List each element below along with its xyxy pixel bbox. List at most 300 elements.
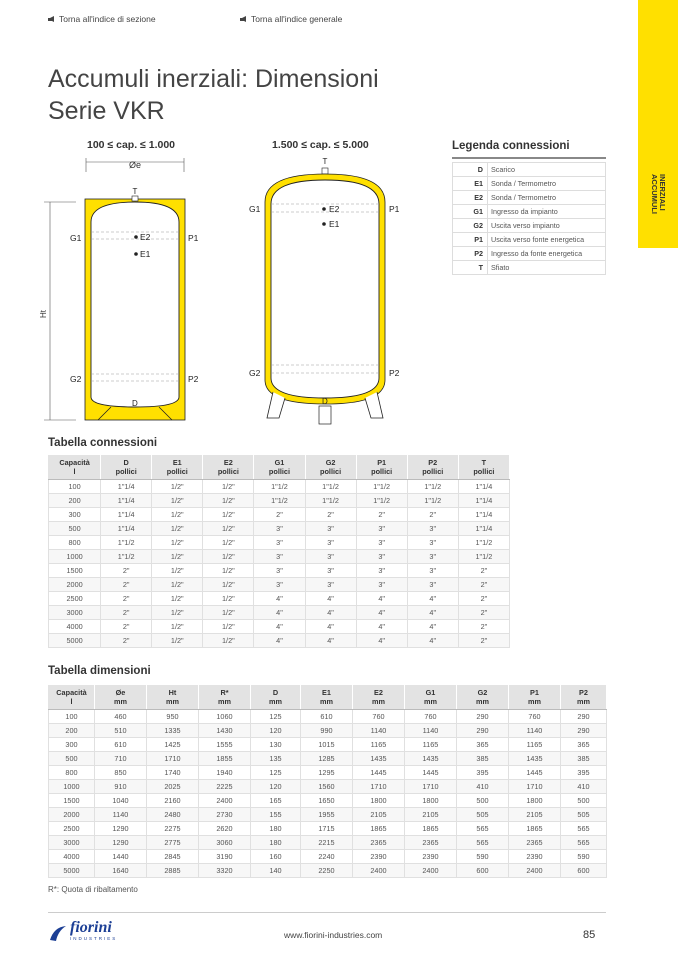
legend-code: P2 — [453, 247, 488, 261]
svg-text:P1: P1 — [389, 204, 400, 214]
table-cell: 4000 — [49, 620, 101, 634]
table-cell: 3" — [407, 578, 458, 592]
table-cell: 1425 — [147, 738, 199, 752]
table-cell: 1/2" — [203, 578, 254, 592]
table-cell: 100 — [49, 480, 101, 494]
table-cell: 500 — [457, 794, 509, 808]
footnote: R*: Quota di ribaltamento — [48, 885, 138, 894]
general-index-link[interactable] — [240, 14, 342, 24]
legend-row — [453, 247, 606, 261]
column-header — [199, 685, 251, 710]
column-header-line: mm — [577, 697, 590, 706]
table-cell: 2225 — [199, 780, 251, 794]
connections-title: Tabella connessioni — [48, 437, 158, 449]
column-header-line: Ht — [168, 688, 177, 697]
table-cell: 4" — [407, 620, 458, 634]
table-cell: 4" — [305, 634, 356, 648]
table-cell: 590 — [561, 850, 607, 864]
svg-text:P2: P2 — [188, 374, 199, 384]
diameter-label: Øe — [128, 160, 142, 170]
svg-text:D: D — [132, 399, 138, 408]
svg-text:E2: E2 — [329, 204, 340, 214]
table-cell: 2160 — [147, 794, 199, 808]
table-cell: 5000 — [49, 634, 101, 648]
column-header — [305, 455, 356, 480]
table-cell: 565 — [457, 822, 509, 836]
legend-code: G1 — [453, 205, 488, 219]
table-cell: 1165 — [405, 738, 457, 752]
table-row — [49, 536, 510, 550]
table-cell: 710 — [95, 752, 147, 766]
table-row — [49, 592, 510, 606]
column-header-line: mm — [269, 697, 282, 706]
table-cell: 1710 — [147, 752, 199, 766]
table-cell: 120 — [251, 780, 301, 794]
table-row — [49, 606, 510, 620]
table-cell: 385 — [457, 752, 509, 766]
table-row — [49, 724, 607, 738]
table-cell: 500 — [561, 794, 607, 808]
svg-text:P2: P2 — [389, 368, 400, 378]
table-cell: 290 — [561, 724, 607, 738]
table-cell: 2025 — [147, 780, 199, 794]
svg-text:D: D — [322, 397, 328, 406]
table-cell: 1710 — [509, 780, 561, 794]
table-cell: 160 — [251, 850, 301, 864]
table-cell: 2105 — [405, 808, 457, 822]
column-header-line: mm — [476, 697, 489, 706]
table-cell: 1140 — [509, 724, 561, 738]
column-header-line: mm — [320, 697, 333, 706]
table-cell: 1445 — [509, 766, 561, 780]
column-header-line: mm — [528, 697, 541, 706]
table-row — [49, 620, 510, 634]
table-cell: 1285 — [301, 752, 353, 766]
table-cell: 1/2" — [203, 508, 254, 522]
column-header-line: pollici — [115, 467, 137, 476]
table-cell: 3" — [305, 536, 356, 550]
column-header-line: mm — [166, 697, 179, 706]
table-cell: 2" — [305, 508, 356, 522]
legend-code: E1 — [453, 177, 488, 191]
table-cell: 2400 — [405, 864, 457, 878]
table-cell: 100 — [49, 710, 95, 724]
table-cell: 200 — [49, 494, 101, 508]
legend-description: Sonda / Termometro — [488, 191, 606, 205]
table-cell: 2" — [458, 620, 509, 634]
table-cell: 760 — [405, 710, 457, 724]
table-cell: 3" — [254, 564, 305, 578]
column-header — [457, 685, 509, 710]
table-row — [49, 494, 510, 508]
column-header-line: D — [272, 688, 279, 697]
table-cell: 2390 — [353, 850, 405, 864]
table-cell: 3" — [407, 550, 458, 564]
column-header-line: pollici — [371, 467, 393, 476]
table-cell: 1295 — [301, 766, 353, 780]
legend-rule — [452, 157, 606, 159]
table-cell: 300 — [49, 738, 95, 752]
column-header-line: pollici — [473, 467, 495, 476]
column-header-line: pollici — [217, 467, 239, 476]
table-cell: 1000 — [49, 780, 95, 794]
svg-text:G1: G1 — [249, 204, 261, 214]
table-cell: 4" — [305, 620, 356, 634]
legend-description: Scarico — [488, 163, 606, 177]
column-header-line: Capacità — [56, 688, 87, 697]
table-cell: 565 — [561, 822, 607, 836]
table-cell: 4" — [305, 606, 356, 620]
table-cell: 2365 — [353, 836, 405, 850]
legend-description: Sonda / Termometro — [488, 177, 606, 191]
table-cell: 1"1/4 — [458, 480, 509, 494]
table-cell: 1435 — [353, 752, 405, 766]
table-cell: 1710 — [405, 780, 457, 794]
table-cell: 1800 — [405, 794, 457, 808]
table-cell: 2000 — [49, 808, 95, 822]
table-cell: 410 — [457, 780, 509, 794]
column-header-line: mm — [424, 697, 437, 706]
table-cell: 1"1/2 — [305, 494, 356, 508]
large-tank-drawing — [245, 152, 415, 432]
table-cell: 1"1/4 — [101, 480, 152, 494]
table-cell: 610 — [95, 738, 147, 752]
table-row — [49, 480, 510, 494]
legend-code: E2 — [453, 191, 488, 205]
table-cell: 1"1/2 — [101, 536, 152, 550]
table-cell: 1"1/4 — [101, 508, 152, 522]
table-cell: 1"1/4 — [101, 522, 152, 536]
table-cell: 1/2" — [152, 620, 203, 634]
column-header — [147, 685, 199, 710]
legend-description: Uscita verso fonte energetica — [488, 233, 606, 247]
table-cell: 950 — [147, 710, 199, 724]
column-header-line: G2 — [325, 458, 336, 467]
column-header — [458, 455, 509, 480]
legend-row — [453, 163, 606, 177]
legend-description: Uscita verso impianto — [488, 219, 606, 233]
column-header — [95, 685, 147, 710]
table-cell: 600 — [457, 864, 509, 878]
legend-row — [453, 191, 606, 205]
table-cell: 4000 — [49, 850, 95, 864]
table-cell: 1/2" — [152, 592, 203, 606]
table-cell: 2480 — [147, 808, 199, 822]
table-cell: 1140 — [95, 808, 147, 822]
table-cell: 760 — [353, 710, 405, 724]
table-cell: 135 — [251, 752, 301, 766]
table-cell: 125 — [251, 766, 301, 780]
table-cell: 125 — [251, 710, 301, 724]
table-cell: 3000 — [49, 836, 95, 850]
table-cell: 2400 — [353, 864, 405, 878]
table-cell: 2250 — [301, 864, 353, 878]
table-cell: 2365 — [405, 836, 457, 850]
table-row — [49, 780, 607, 794]
table-row — [49, 836, 607, 850]
table-cell: 200 — [49, 724, 95, 738]
column-header-line: E2 — [223, 458, 233, 467]
table-cell: 180 — [251, 822, 301, 836]
table-cell: 800 — [49, 536, 101, 550]
column-header-line: P2 — [579, 688, 588, 697]
column-header-line: D — [123, 458, 129, 467]
column-header — [251, 685, 301, 710]
table-cell: 2" — [458, 634, 509, 648]
table-row — [49, 522, 510, 536]
dimensions-title: Tabella dimensioni — [48, 665, 151, 677]
table-row — [49, 794, 607, 808]
table-cell: 590 — [457, 850, 509, 864]
table-cell: 1140 — [353, 724, 405, 738]
table-cell: 120 — [251, 724, 301, 738]
table-cell: 180 — [251, 836, 301, 850]
table-cell: 395 — [457, 766, 509, 780]
small-tank-caption: 100 ≤ cap. ≤ 1.000 — [87, 139, 175, 151]
legend-title: Legenda connessioni — [452, 140, 570, 152]
table-cell: 1/2" — [152, 508, 203, 522]
table-cell: 460 — [95, 710, 147, 724]
table-cell: 910 — [95, 780, 147, 794]
table-cell: 1"1/2 — [101, 550, 152, 564]
table-cell: 4" — [305, 592, 356, 606]
table-cell: 565 — [457, 836, 509, 850]
column-header — [152, 455, 203, 480]
section-index-link[interactable] — [48, 14, 156, 24]
table-cell: 1430 — [199, 724, 251, 738]
table-cell: 3" — [305, 550, 356, 564]
table-cell: 4" — [254, 634, 305, 648]
table-cell: 1435 — [509, 752, 561, 766]
table-cell: 1/2" — [203, 606, 254, 620]
svg-text:E2: E2 — [140, 232, 151, 242]
legend-row — [453, 219, 606, 233]
table-cell: 1/2" — [203, 564, 254, 578]
table-cell: 1/2" — [152, 522, 203, 536]
table-cell: 1435 — [405, 752, 457, 766]
table-cell: 3190 — [199, 850, 251, 864]
legend-description: Ingresso da fonte energetica — [488, 247, 606, 261]
table-cell: 3" — [254, 550, 305, 564]
table-cell: 4" — [254, 606, 305, 620]
logo-swoosh-icon — [48, 923, 68, 943]
table-cell: 3" — [356, 522, 407, 536]
table-cell: 4" — [356, 592, 407, 606]
table-cell: 990 — [301, 724, 353, 738]
table-cell: 1445 — [405, 766, 457, 780]
table-cell: 2775 — [147, 836, 199, 850]
table-cell: 1"1/2 — [407, 480, 458, 494]
column-header-line: G1 — [425, 688, 436, 697]
table-cell: 3" — [305, 564, 356, 578]
legend-row — [453, 205, 606, 219]
table-cell: 1800 — [353, 794, 405, 808]
tank-body — [91, 202, 179, 407]
table-row — [49, 864, 607, 878]
table-cell: 3" — [254, 522, 305, 536]
table-row — [49, 808, 607, 822]
table-row — [49, 822, 607, 836]
table-cell: 1335 — [147, 724, 199, 738]
column-header — [353, 685, 405, 710]
table-cell: 610 — [301, 710, 353, 724]
table-cell: 2" — [458, 592, 509, 606]
table-cell: 1"1/2 — [458, 536, 509, 550]
table-row — [49, 738, 607, 752]
table-cell: 2500 — [49, 822, 95, 836]
table-header-row — [49, 685, 607, 710]
table-cell: 4" — [356, 620, 407, 634]
table-cell: 2" — [407, 508, 458, 522]
logo-subtext: INDUSTRIES — [70, 936, 118, 941]
table-cell: 130 — [251, 738, 301, 752]
svg-text:G1: G1 — [70, 233, 82, 243]
table-cell: 500 — [49, 522, 101, 536]
table-cell: 395 — [561, 766, 607, 780]
legend-table — [452, 162, 606, 275]
table-cell: 2" — [101, 606, 152, 620]
table-cell: 1/2" — [203, 536, 254, 550]
table-cell: 2400 — [509, 864, 561, 878]
table-cell: 1/2" — [152, 578, 203, 592]
table-cell: 2620 — [199, 822, 251, 836]
table-cell: 365 — [561, 738, 607, 752]
table-row — [49, 766, 607, 780]
column-header — [301, 685, 353, 710]
svg-text:E1: E1 — [140, 249, 151, 259]
svg-text:E1: E1 — [329, 219, 340, 229]
table-header-row — [49, 455, 510, 480]
svg-text:G2: G2 — [249, 368, 261, 378]
column-header-line: E1 — [172, 458, 182, 467]
table-cell: 1"1/4 — [101, 494, 152, 508]
table-cell: 1500 — [49, 564, 101, 578]
website-link[interactable]: www.fiorini-industries.com — [284, 930, 383, 940]
svg-text:P1: P1 — [188, 233, 199, 243]
legend-description: Sfiato — [488, 261, 606, 275]
table-cell: 2730 — [199, 808, 251, 822]
page-title-line-2: Serie VKR — [48, 97, 165, 125]
table-cell: 155 — [251, 808, 301, 822]
dimensions-table — [48, 685, 607, 878]
table-cell: 4" — [356, 634, 407, 648]
table-cell: 1/2" — [203, 620, 254, 634]
section-index-label: Torna all'indice di sezione — [59, 14, 156, 24]
column-header — [405, 685, 457, 710]
table-cell: 4" — [407, 606, 458, 620]
column-header-line: pollici — [422, 467, 444, 476]
table-cell: 1000 — [49, 550, 101, 564]
column-header-line: Capacità — [59, 458, 90, 467]
legend-code: T — [453, 261, 488, 275]
table-cell: 2365 — [509, 836, 561, 850]
column-header-line: E2 — [374, 688, 383, 697]
table-cell: 2400 — [199, 794, 251, 808]
table-cell: 2845 — [147, 850, 199, 864]
table-row — [49, 578, 510, 592]
table-cell: 3" — [407, 522, 458, 536]
table-cell: 3" — [356, 550, 407, 564]
table-row — [49, 752, 607, 766]
table-cell: 1"1/4 — [458, 494, 509, 508]
table-cell: 1060 — [199, 710, 251, 724]
column-header-line: T — [481, 458, 487, 467]
table-cell: 1"1/2 — [356, 480, 407, 494]
table-cell: 3" — [254, 536, 305, 550]
general-index-label: Torna all'indice generale — [251, 14, 343, 24]
table-cell: 1165 — [353, 738, 405, 752]
table-cell: 1500 — [49, 794, 95, 808]
footer-divider — [48, 912, 606, 913]
table-cell: 1/2" — [203, 592, 254, 606]
column-header — [407, 455, 458, 480]
table-cell: 2390 — [509, 850, 561, 864]
table-cell: 2500 — [49, 592, 101, 606]
table-cell: 3000 — [49, 606, 101, 620]
table-cell: 1650 — [301, 794, 353, 808]
table-cell: 2" — [458, 578, 509, 592]
small-tank-drawing — [36, 152, 216, 432]
column-header-line: l — [70, 697, 73, 706]
table-cell: 1740 — [147, 766, 199, 780]
table-cell: 1/2" — [152, 606, 203, 620]
legend-code: D — [453, 163, 488, 177]
table-cell: 2105 — [353, 808, 405, 822]
column-header — [203, 455, 254, 480]
column-header — [254, 455, 305, 480]
table-cell: 1855 — [199, 752, 251, 766]
table-cell: 565 — [561, 836, 607, 850]
table-cell: 1"1/2 — [254, 494, 305, 508]
column-header — [49, 455, 101, 480]
table-cell: 1/2" — [152, 480, 203, 494]
table-cell: 385 — [561, 752, 607, 766]
table-cell: 1955 — [301, 808, 353, 822]
table-cell: 800 — [49, 766, 95, 780]
table-cell: 410 — [561, 780, 607, 794]
table-cell: 140 — [251, 864, 301, 878]
table-cell: 760 — [509, 710, 561, 724]
table-cell: 1865 — [405, 822, 457, 836]
svg-text:T: T — [322, 157, 328, 166]
table-cell: 1040 — [95, 794, 147, 808]
table-cell: 1"1/4 — [458, 522, 509, 536]
company-logo — [48, 919, 118, 944]
table-cell: 3" — [356, 564, 407, 578]
table-cell: 290 — [457, 724, 509, 738]
table-row — [49, 508, 510, 522]
table-cell: 500 — [49, 752, 95, 766]
column-header — [509, 685, 561, 710]
back-arrow-icon — [48, 16, 54, 22]
height-label: Ht — [39, 310, 48, 318]
table-row — [49, 564, 510, 578]
column-header-line: Øe — [115, 688, 126, 697]
table-cell: 1"1/2 — [254, 480, 305, 494]
page-number: 85 — [583, 929, 596, 941]
table-cell: 1445 — [353, 766, 405, 780]
table-cell: 1865 — [353, 822, 405, 836]
table-cell: 1/2" — [203, 480, 254, 494]
table-cell: 600 — [561, 864, 607, 878]
column-header-line: pollici — [320, 467, 342, 476]
table-cell: 1290 — [95, 836, 147, 850]
legend-row — [453, 261, 606, 275]
page-title — [48, 63, 379, 127]
column-header-line: G2 — [477, 688, 488, 697]
column-header-line: mm — [372, 697, 385, 706]
table-cell: 1555 — [199, 738, 251, 752]
